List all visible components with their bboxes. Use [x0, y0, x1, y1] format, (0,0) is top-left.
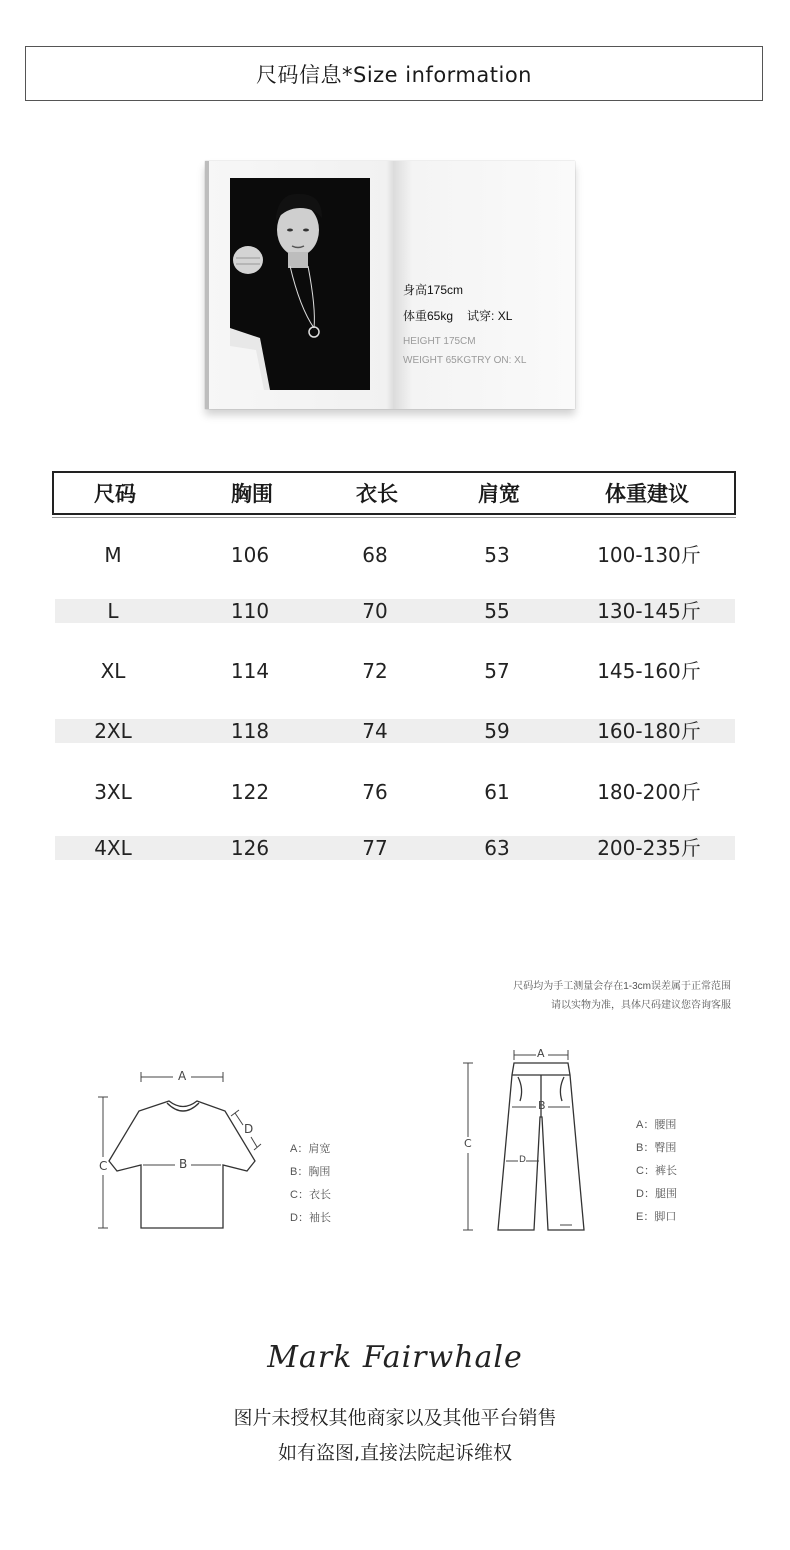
model-tryon-en: TRY ON: XL — [471, 355, 527, 366]
length-cell: 72 — [362, 659, 388, 683]
weight-cell: 160-180斤 — [597, 719, 701, 743]
pants-label-b: B — [538, 1099, 546, 1112]
measurement-note-1: 尺码均为手工测量会存在1-3cm误差属于正常范围 — [513, 981, 731, 992]
size-cell: 4XL — [94, 836, 132, 860]
chest-cell: 118 — [230, 719, 270, 743]
header-size: 尺码 — [94, 482, 136, 506]
length-cell: 74 — [362, 719, 388, 743]
brand-signature: Mark Fairwhale — [267, 1340, 523, 1375]
section-title-text: 尺码信息*Size information — [256, 62, 532, 87]
legend-item: C：裤长 — [636, 1165, 677, 1177]
shoulder-cell: 61 — [484, 780, 510, 804]
chest-cell: 126 — [230, 836, 270, 860]
tshirt-label-b: B — [179, 1157, 188, 1171]
pants-measure-diagram — [460, 1045, 600, 1239]
model-tryon-cn: 试穿: XL — [467, 309, 513, 323]
model-photo-spread — [205, 161, 575, 409]
legend-item: B：胸围 — [290, 1166, 331, 1178]
shoulder-cell: 57 — [484, 659, 510, 683]
model-info — [403, 281, 526, 366]
length-cell: 68 — [362, 543, 388, 567]
size-cell: M — [104, 543, 122, 567]
tshirt-label-a: A — [178, 1069, 187, 1083]
model-weight-tryon-cn — [403, 307, 526, 324]
legend-item: C：衣长 — [290, 1189, 331, 1201]
measurement-note-2: 请以实物为准，具体尺码建议您咨询客服 — [551, 1000, 731, 1011]
shoulder-cell: 63 — [484, 836, 510, 860]
chest-cell: 110 — [230, 599, 270, 623]
pants-label-c: C — [464, 1137, 472, 1150]
chest-cell: 122 — [230, 780, 270, 804]
chest-cell: 106 — [230, 543, 270, 567]
header-weight: 体重建议 — [605, 482, 689, 506]
weight-cell: 200-235斤 — [597, 836, 701, 860]
tshirt-legend — [290, 1138, 331, 1230]
model-weight-cn: 体重65kg — [403, 309, 454, 323]
size-table — [52, 471, 736, 860]
legend-item: B：臀围 — [636, 1142, 677, 1154]
shoulder-cell: 55 — [484, 599, 510, 623]
weight-cell: 145-160斤 — [597, 659, 701, 683]
model-weight-tryon-en — [403, 355, 526, 366]
tshirt-label-c: C — [99, 1159, 108, 1173]
pants-label-d: D — [519, 1155, 526, 1165]
model-height-cn: 身高175cm — [403, 283, 464, 297]
weight-cell: 130-145斤 — [597, 599, 701, 623]
model-weight-en: WEIGHT 65KG — [403, 355, 472, 366]
size-cell: 2XL — [94, 719, 132, 743]
size-table-header — [52, 471, 736, 515]
size-cell: XL — [100, 659, 126, 683]
size-cell: 3XL — [94, 780, 132, 804]
length-cell: 77 — [362, 836, 388, 860]
legend-item: D：腿围 — [636, 1188, 677, 1200]
legend-item: E：脚口 — [636, 1211, 677, 1223]
size-cell: L — [107, 599, 119, 623]
shoulder-cell: 53 — [484, 543, 510, 567]
pants-label-a: A — [537, 1047, 545, 1060]
book-spine-edge — [205, 161, 209, 409]
tshirt-label-d: D — [244, 1122, 254, 1136]
model-height-en: HEIGHT 175CM — [403, 336, 476, 347]
legend-item: D：袖长 — [290, 1212, 331, 1224]
copyright-notice-2: 如有盗图,直接法院起诉维权 — [277, 1442, 513, 1464]
weight-cell: 100-130斤 — [597, 543, 701, 567]
shoulder-cell: 59 — [484, 719, 510, 743]
length-cell: 70 — [362, 599, 388, 623]
section-title — [25, 46, 763, 101]
header-length: 衣长 — [356, 482, 398, 506]
legend-item: A：腰围 — [636, 1119, 677, 1131]
legend-item: A：肩宽 — [290, 1143, 331, 1155]
model-photo — [230, 178, 370, 390]
chest-cell: 114 — [230, 659, 270, 683]
pants-legend — [636, 1114, 677, 1229]
tshirt-measure-diagram — [95, 1065, 270, 1244]
copyright-notice-1: 图片未授权其他商家以及其他平台销售 — [233, 1407, 557, 1429]
length-cell: 76 — [362, 780, 388, 804]
header-chest: 胸围 — [231, 482, 273, 506]
weight-cell: 180-200斤 — [597, 780, 701, 804]
header-shoulder: 肩宽 — [478, 482, 520, 506]
